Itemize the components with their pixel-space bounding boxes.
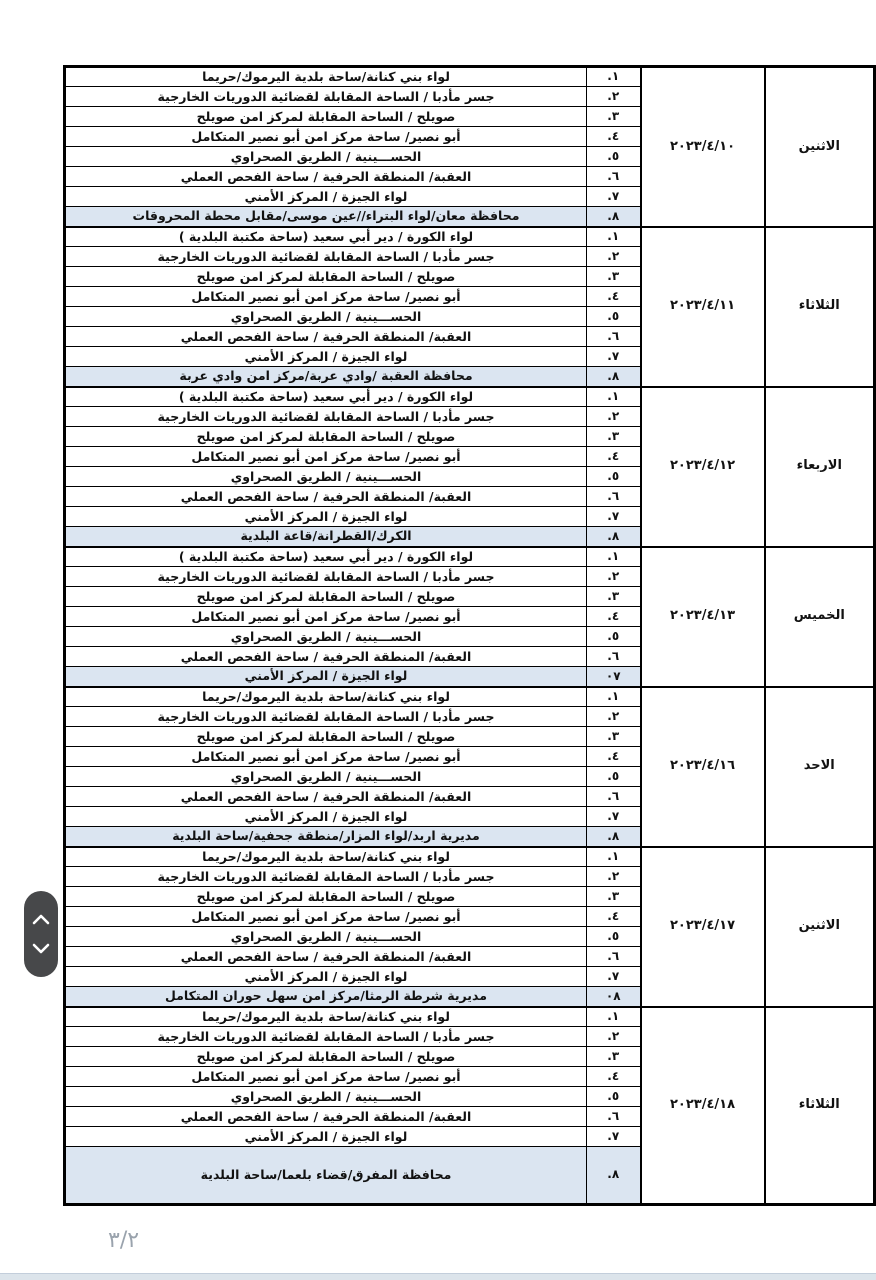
- row-number-cell: ٦.: [587, 947, 641, 967]
- schedule-row: [65, 547, 875, 567]
- location-cell: العقبة/ المنطقة الحرفية / ساحة الفحص العملي: [65, 327, 587, 347]
- location-cell: لواء الجيزة / المركز الأمني: [65, 1127, 587, 1147]
- location-cell: صويلح / الساحة المقابلة لمركز امن صويلح: [65, 1047, 587, 1067]
- row-number-cell: ٣.: [587, 887, 641, 907]
- day-block: [65, 387, 875, 547]
- scroll-widget: [24, 891, 58, 977]
- row-number-cell: ١.: [587, 227, 641, 247]
- schedule-row: [65, 687, 875, 707]
- location-cell: الحســـينية / الطريق الصحراوي: [65, 467, 587, 487]
- location-cell: مديرية اربد/لواء المزار/منطقة جحفية/ساحة البلدية: [65, 827, 587, 847]
- row-number-cell: ١.: [587, 547, 641, 567]
- location-cell: صويلح / الساحة المقابلة لمركز امن صويلح: [65, 267, 587, 287]
- location-cell: الحســـينية / الطريق الصحراوي: [65, 1087, 587, 1107]
- row-number-cell: ٧.: [587, 507, 641, 527]
- location-cell: جسر مأدبا / الساحة المقابلة لقضائية الدوريات الخارجية: [65, 407, 587, 427]
- row-number-cell: ٧.: [587, 1127, 641, 1147]
- row-number-cell: ٢.: [587, 247, 641, 267]
- location-cell: لواء الكورة / دير أبي سعيد (ساحة مكتبة البلدية ): [65, 227, 587, 247]
- row-number-cell: ٢.: [587, 407, 641, 427]
- location-cell: لواء الجيزة / المركز الأمني: [65, 667, 587, 687]
- day-cell: الثلاثاء: [765, 227, 875, 387]
- location-cell: جسر مأدبا / الساحة المقابلة لقضائية الدوريات الخارجية: [65, 247, 587, 267]
- row-number-cell: ٣.: [587, 107, 641, 127]
- location-cell: جسر مأدبا / الساحة المقابلة لقضائية الدوريات الخارجية: [65, 1027, 587, 1047]
- date-cell: ٢٠٢٣/٤/١١: [641, 227, 765, 387]
- row-number-cell: ١.: [587, 1007, 641, 1027]
- row-number-cell: ١.: [587, 687, 641, 707]
- location-cell: لواء الكورة / دير أبي سعيد (ساحة مكتبة البلدية ): [65, 387, 587, 407]
- date-cell: ٢٠٢٣/٤/١٧: [641, 847, 765, 1007]
- schedule-row: [65, 847, 875, 867]
- location-cell: أبو نصير/ ساحة مركز امن أبو نصير المتكامل: [65, 907, 587, 927]
- location-cell: أبو نصير/ ساحة مركز امن أبو نصير المتكامل: [65, 747, 587, 767]
- location-cell: أبو نصير/ ساحة مركز امن أبو نصير المتكامل: [65, 607, 587, 627]
- row-number-cell: ٦.: [587, 487, 641, 507]
- location-cell: العقبة/ المنطقة الحرفية / ساحة الفحص العملي: [65, 167, 587, 187]
- location-cell: العقبة/ المنطقة الحرفية / ساحة الفحص العملي: [65, 947, 587, 967]
- location-cell: محافظة معان/لواء البتراء//عين موسى/مقابل محطة المحروقات: [65, 207, 587, 227]
- location-cell: صويلح / الساحة المقابلة لمركز امن صويلح: [65, 887, 587, 907]
- row-number-cell: ٣.: [587, 267, 641, 287]
- date-cell: ٢٠٢٣/٤/١٣: [641, 547, 765, 687]
- location-cell: العقبة/ المنطقة الحرفية / ساحة الفحص العملي: [65, 487, 587, 507]
- day-cell: الثلاثاء: [765, 1007, 875, 1205]
- row-number-cell: ٤.: [587, 907, 641, 927]
- location-cell: العقبة/ المنطقة الحرفية / ساحة الفحص العملي: [65, 787, 587, 807]
- row-number-cell: ١.: [587, 847, 641, 867]
- location-cell: أبو نصير/ ساحة مركز امن أبو نصير المتكامل: [65, 127, 587, 147]
- day-block: [65, 1007, 875, 1205]
- row-number-cell: ٤.: [587, 447, 641, 467]
- row-number-cell: ٧.: [587, 347, 641, 367]
- location-cell: العقبة/ المنطقة الحرفية / ساحة الفحص العملي: [65, 647, 587, 667]
- row-number-cell: ٥.: [587, 147, 641, 167]
- row-number-cell: ٢.: [587, 87, 641, 107]
- row-number-cell: ٤.: [587, 1067, 641, 1087]
- row-number-cell: ٤.: [587, 607, 641, 627]
- row-number-cell: ٨.: [587, 527, 641, 547]
- location-cell: جسر مأدبا / الساحة المقابلة لقضائية الدوريات الخارجية: [65, 567, 587, 587]
- location-cell: أبو نصير/ ساحة مركز امن أبو نصير المتكامل: [65, 1067, 587, 1087]
- location-cell: لواء بني كنانة/ساحة بلدية اليرموك/حريما: [65, 847, 587, 867]
- location-cell: لواء الجيزة / المركز الأمني: [65, 807, 587, 827]
- day-cell: الخميس: [765, 547, 875, 687]
- row-number-cell: ٣.: [587, 727, 641, 747]
- row-number-cell: ٣.: [587, 427, 641, 447]
- location-cell: الحســـينية / الطريق الصحراوي: [65, 147, 587, 167]
- location-cell: الحســـينية / الطريق الصحراوي: [65, 307, 587, 327]
- row-number-cell: ٨.: [587, 207, 641, 227]
- location-cell: جسر مأدبا / الساحة المقابلة لقضائية الدوريات الخارجية: [65, 867, 587, 887]
- location-cell: صويلح / الساحة المقابلة لمركز امن صويلح: [65, 587, 587, 607]
- location-cell: جسر مأدبا / الساحة المقابلة لقضائية الدوريات الخارجية: [65, 87, 587, 107]
- date-cell: ٢٠٢٣/٤/١٨: [641, 1007, 765, 1205]
- row-number-cell: ٤.: [587, 287, 641, 307]
- location-cell: أبو نصير/ ساحة مركز امن أبو نصير المتكامل: [65, 287, 587, 307]
- row-number-cell: ٠٧: [587, 667, 641, 687]
- day-cell: الاثنين: [765, 847, 875, 1007]
- day-cell: الاحد: [765, 687, 875, 847]
- day-cell: الاربعاء: [765, 387, 875, 547]
- location-cell: محافظة المفرق/قضاء بلعما/ساحة البلدية: [65, 1147, 587, 1205]
- location-cell: لواء الكورة / دير أبي سعيد (ساحة مكتبة البلدية ): [65, 547, 587, 567]
- schedule-row: [65, 387, 875, 407]
- page-number: ٣/٢: [108, 1228, 140, 1253]
- day-block: [65, 847, 875, 1007]
- row-number-cell: ٦.: [587, 647, 641, 667]
- location-cell: الحســـينية / الطريق الصحراوي: [65, 767, 587, 787]
- row-number-cell: ٠٨: [587, 987, 641, 1007]
- row-number-cell: ٦.: [587, 327, 641, 347]
- row-number-cell: ٥.: [587, 1087, 641, 1107]
- day-block: [65, 67, 875, 227]
- row-number-cell: ٢.: [587, 1027, 641, 1047]
- row-number-cell: ٤.: [587, 747, 641, 767]
- row-number-cell: ٣.: [587, 587, 641, 607]
- row-number-cell: ٥.: [587, 467, 641, 487]
- location-cell: لواء الجيزة / المركز الأمني: [65, 347, 587, 367]
- row-number-cell: ٦.: [587, 167, 641, 187]
- row-number-cell: ١.: [587, 67, 641, 87]
- location-cell: مديرية شرطة الرمثا/مركز امن سهل حوران المتكامل: [65, 987, 587, 1007]
- row-number-cell: ٨.: [587, 367, 641, 387]
- location-cell: أبو نصير/ ساحة مركز امن أبو نصير المتكامل: [65, 447, 587, 467]
- location-cell: صويلح / الساحة المقابلة لمركز امن صويلح: [65, 727, 587, 747]
- scroll-down-button[interactable]: [32, 942, 50, 954]
- row-number-cell: ١.: [587, 387, 641, 407]
- schedule-row: [65, 227, 875, 247]
- location-cell: لواء بني كنانة/ساحة بلدية اليرموك/حريما: [65, 67, 587, 87]
- row-number-cell: ٥.: [587, 927, 641, 947]
- document-page: [63, 65, 873, 1206]
- row-number-cell: ٦.: [587, 1107, 641, 1127]
- row-number-cell: ٢.: [587, 707, 641, 727]
- chevron-down-icon: [32, 942, 50, 954]
- schedule-row: [65, 1007, 875, 1027]
- row-number-cell: ٣.: [587, 1047, 641, 1067]
- day-block: [65, 687, 875, 847]
- location-cell: الكرك/القطرانة/قاعة البلدية: [65, 527, 587, 547]
- day-block: [65, 227, 875, 387]
- location-cell: لواء بني كنانة/ساحة بلدية اليرموك/حريما: [65, 687, 587, 707]
- schedule-table: [63, 65, 876, 1206]
- location-cell: لواء بني كنانة/ساحة بلدية اليرموك/حريما: [65, 1007, 587, 1027]
- row-number-cell: ٨.: [587, 1147, 641, 1205]
- location-cell: لواء الجيزة / المركز الأمني: [65, 507, 587, 527]
- row-number-cell: ٤.: [587, 127, 641, 147]
- chevron-up-icon: [32, 914, 50, 926]
- location-cell: صويلح / الساحة المقابلة لمركز امن صويلح: [65, 427, 587, 447]
- location-cell: جسر مأدبا / الساحة المقابلة لقضائية الدوريات الخارجية: [65, 707, 587, 727]
- location-cell: الحســـينية / الطريق الصحراوي: [65, 627, 587, 647]
- scroll-up-button[interactable]: [32, 914, 50, 926]
- bottom-edge-bar: [0, 1273, 876, 1280]
- location-cell: لواء الجيزة / المركز الأمني: [65, 187, 587, 207]
- date-cell: ٢٠٢٣/٤/١٢: [641, 387, 765, 547]
- location-cell: محافظة العقبة /وادي عربة/مركز امن وادي عربة: [65, 367, 587, 387]
- location-cell: صويلح / الساحة المقابلة لمركز امن صويلح: [65, 107, 587, 127]
- row-number-cell: ٧.: [587, 187, 641, 207]
- row-number-cell: ٥.: [587, 307, 641, 327]
- row-number-cell: ٧.: [587, 807, 641, 827]
- schedule-row: [65, 67, 875, 87]
- day-cell: الاثنين: [765, 67, 875, 227]
- location-cell: لواء الجيزة / المركز الأمني: [65, 967, 587, 987]
- date-cell: ٢٠٢٣/٤/١٦: [641, 687, 765, 847]
- row-number-cell: ٥.: [587, 627, 641, 647]
- row-number-cell: ٧.: [587, 967, 641, 987]
- day-block: [65, 547, 875, 687]
- row-number-cell: ٨.: [587, 827, 641, 847]
- row-number-cell: ٦.: [587, 787, 641, 807]
- location-cell: الحســـينية / الطريق الصحراوي: [65, 927, 587, 947]
- row-number-cell: ٢.: [587, 867, 641, 887]
- row-number-cell: ٢.: [587, 567, 641, 587]
- date-cell: ٢٠٢٣/٤/١٠: [641, 67, 765, 227]
- row-number-cell: ٥.: [587, 767, 641, 787]
- location-cell: العقبة/ المنطقة الحرفية / ساحة الفحص العملي: [65, 1107, 587, 1127]
